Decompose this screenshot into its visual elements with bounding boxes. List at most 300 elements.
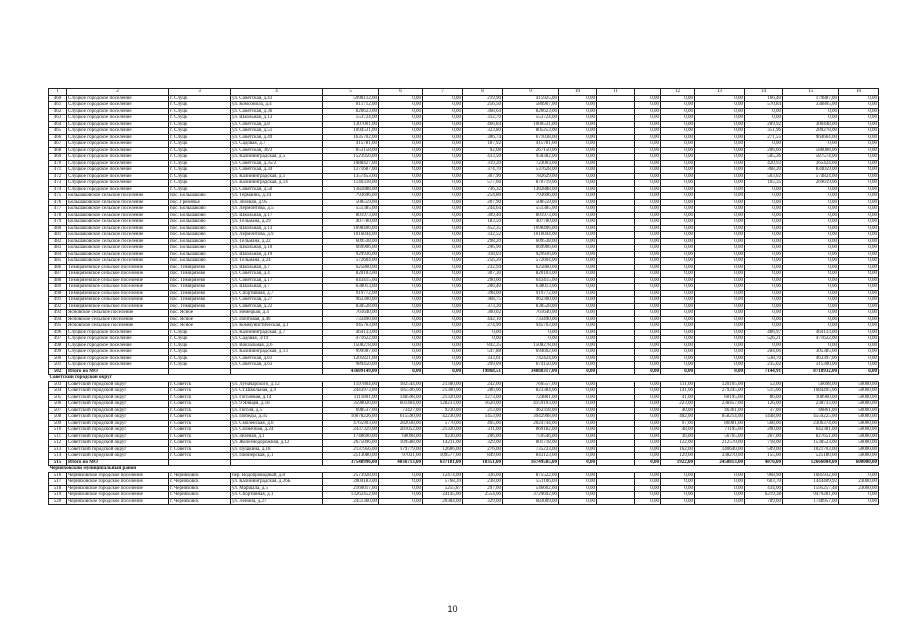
table-cell: 580907,00 <box>503 102 559 109</box>
table-cell: ул. Калининградская, д.7 <box>231 329 323 336</box>
table-cell: 0,00 <box>559 167 597 174</box>
table-cell: 0,00 <box>635 433 661 440</box>
table-cell: 0,00 <box>695 180 745 187</box>
table-cell: 0,00 <box>839 349 879 356</box>
table-cell: 0,00 <box>745 115 783 122</box>
table-cell: 0,00 <box>661 199 695 206</box>
table-cell: 0,00 <box>379 108 423 115</box>
table-cell: 0,00 <box>695 479 745 486</box>
table-cell: г. Слуцк <box>169 355 231 362</box>
table-cell: 398,00 <box>463 290 503 297</box>
table-cell: 0,00 <box>839 310 879 317</box>
table-cell: 0,00 <box>661 368 695 375</box>
table-cell: 0,00 <box>379 173 423 180</box>
table-cell: 0,00 <box>379 342 423 349</box>
table-cell: 0,00 <box>695 206 745 213</box>
table-cell: 276,00 <box>463 446 503 453</box>
table-cell: 0,00 <box>695 115 745 122</box>
table-cell: Большаковское сельское поселение <box>67 251 169 258</box>
table-cell: 4159193,00 <box>503 401 559 408</box>
table-cell: 336,00 <box>463 472 503 479</box>
column-number: 5 <box>323 89 379 96</box>
table-cell: 0,00 <box>839 336 879 343</box>
table-cell: 0,00 <box>559 264 597 271</box>
table-cell: 305385,00 <box>783 349 839 356</box>
table-cell: 185596,00 <box>379 388 423 395</box>
table-cell: 0,00 <box>379 160 423 167</box>
table-cell: 0,00 <box>379 258 423 265</box>
table-cell: ул. Советская, д.49 <box>231 134 323 141</box>
table-cell: 50000,00 <box>839 388 879 395</box>
table-cell: 471622,00 <box>323 336 379 343</box>
row-number: 463 <box>49 115 67 122</box>
table-cell: 50000,00 <box>839 414 879 421</box>
table-cell: 0,00 <box>559 362 597 369</box>
table-cell: 0,00 <box>635 485 661 492</box>
table-cell: г. Советск <box>169 427 231 434</box>
table-cell: 0,00 <box>379 349 423 356</box>
table-cell: 0,00 <box>839 186 879 193</box>
table-cell: 0,00 <box>423 232 463 239</box>
table-cell: 820103,00 <box>503 271 559 278</box>
table-cell: 870719,00 <box>503 180 559 187</box>
table-cell: Слуцкое городское поселение <box>67 115 169 122</box>
table-cell: 0,00 <box>559 134 597 141</box>
table-cell: 0,00 <box>695 167 745 174</box>
table-cell: 2573928,00 <box>323 472 379 479</box>
table-cell: 0,00 <box>635 427 661 434</box>
table-cell: Итого по МО <box>67 459 169 466</box>
table-cell: 0,00 <box>559 128 597 135</box>
table-cell: 0,00 <box>559 186 597 193</box>
table-cell: 0,00 <box>423 290 463 297</box>
table-cell: 801973,00 <box>323 212 379 219</box>
table-cell: 811712,00 <box>323 102 379 109</box>
table-cell: 929936,00 <box>503 251 559 258</box>
table-cell: 2443973,00 <box>323 388 379 395</box>
table-cell: 0,00 <box>379 316 423 323</box>
table-cell: 2306374,00 <box>783 420 839 427</box>
table-cell: 338270,00 <box>695 453 745 460</box>
table-cell: 0,00 <box>423 147 463 154</box>
table-cell: 0,00 <box>695 134 745 141</box>
table-cell: Большаковское сельское поселение <box>67 199 169 206</box>
table-cell: 0,00 <box>839 160 879 167</box>
table-cell: 574824,00 <box>783 173 839 180</box>
table-cell: 0,00 <box>635 290 661 297</box>
row-number: 468 <box>49 147 67 154</box>
table-cell: г. Черняховск <box>169 479 231 486</box>
table-cell: Слуцкое городское поселение <box>67 102 169 109</box>
table-cell: 642381,00 <box>783 427 839 434</box>
table-cell: г. Слуцк <box>169 186 231 193</box>
table-cell: ул. Вокзальная, д.6 <box>231 342 323 349</box>
table-cell: 23000,00 <box>839 479 879 486</box>
table-cell: 374,70 <box>463 167 503 174</box>
table-cell: 538,70 <box>745 355 783 362</box>
table-cell: 0,00 <box>635 147 661 154</box>
table-cell: ул. Советская, д.35/2 <box>231 160 323 167</box>
table-cell: 0,00 <box>423 173 463 180</box>
row-number: 497 <box>49 336 67 343</box>
table-cell: 9230,00 <box>423 433 463 440</box>
table-cell: 0,00 <box>379 199 423 206</box>
table-cell: 0,00 <box>839 180 879 187</box>
table-cell: 964664,00 <box>783 134 839 141</box>
table-cell: 0,00 <box>463 336 503 343</box>
table-cell: ул. Калининградская, д.1 <box>231 173 323 180</box>
table-cell: 242,00 <box>463 381 503 388</box>
table-cell: 466,84 <box>463 121 503 128</box>
row-number: 475 <box>49 193 67 200</box>
table-cell: 0,00 <box>635 115 661 122</box>
table-cell: 625860,00 <box>503 264 559 271</box>
table-cell: 0,00 <box>695 102 745 109</box>
table-cell: Слуцкое городское поселение <box>67 160 169 167</box>
row-number: 505 <box>49 394 67 401</box>
table-cell: 683009,00 <box>503 498 559 505</box>
table-cell: 0,00 <box>695 160 745 167</box>
table-cell: 0,00 <box>695 212 745 219</box>
table-cell: 21300,00 <box>423 381 463 388</box>
table-cell: 1448,00 <box>745 414 783 421</box>
table-cell: 674150,00 <box>503 362 559 369</box>
table-cell: 12666004,00 <box>783 459 839 466</box>
table-cell: 0,00 <box>423 271 463 278</box>
table-cell: 296,90 <box>463 245 503 252</box>
table-cell: 553724,00 <box>323 115 379 122</box>
table-cell: 508559,00 <box>503 199 559 206</box>
table-cell: 0,00 <box>423 108 463 115</box>
row-number: 471 <box>49 167 67 174</box>
table-cell: 34888317,00 <box>503 368 559 375</box>
table-cell: 254,80 <box>463 193 503 200</box>
table-cell: 0,00 <box>695 121 745 128</box>
table-cell: Слуцкое городское поселение <box>67 95 169 102</box>
table-cell: 2513080,00 <box>323 453 379 460</box>
table-cell: 0,00 <box>379 232 423 239</box>
table-cell: 0,00 <box>661 245 695 252</box>
table-cell: 0,00 <box>379 121 423 128</box>
table-cell: 0,00 <box>661 485 695 492</box>
table-cell: 0,00 <box>423 167 463 174</box>
row-number: 462 <box>49 108 67 115</box>
table-cell: 0,00 <box>379 492 423 499</box>
table-cell: 0,00 <box>783 323 839 330</box>
table-cell: 0,00 <box>783 206 839 213</box>
table-cell: 0,00 <box>635 154 661 161</box>
table-cell: ул. Победы, д.35 <box>231 414 323 421</box>
table-cell: 0,00 <box>379 128 423 135</box>
table-cell: 0,00 <box>839 277 879 284</box>
table-cell: ул. Коммунистическая, д.1 <box>231 323 323 330</box>
row-number: 510 <box>49 427 67 434</box>
table-cell: 2458813,00 <box>695 459 745 466</box>
table-cell: 0,00 <box>783 303 839 310</box>
table-cell: 0,00 <box>783 199 839 206</box>
table-cell: 290,00 <box>745 427 783 434</box>
table-cell: ул. Маршала, д.5 <box>231 485 323 492</box>
table-cell: 962300,00 <box>503 297 559 304</box>
table-cell: 37,00 <box>745 407 783 414</box>
table-cell: 1098406,00 <box>503 225 559 232</box>
table-cell: пос. Тимирязево <box>169 297 231 304</box>
table-cell: 0,00 <box>745 251 783 258</box>
row-number: 486 <box>49 264 67 271</box>
table-cell: 0,00 <box>661 128 695 135</box>
table-cell: 0,00 <box>783 108 839 115</box>
table-cell: 0,00 <box>423 264 463 271</box>
table-cell: 0,00 <box>423 323 463 330</box>
table-cell: 0,00 <box>379 225 423 232</box>
table-cell: 50000,00 <box>839 401 879 408</box>
table-cell: ул. Советская, д.43 <box>231 95 323 102</box>
table-cell: 0,00 <box>559 323 597 330</box>
row-number: 492 <box>49 303 67 310</box>
table-cell: Большаковское сельское поселение <box>67 232 169 239</box>
table-cell: 3729692,00 <box>503 492 559 499</box>
table-cell: Большаковское сельское поселение <box>67 219 169 226</box>
column-number: 14 <box>745 89 783 96</box>
table-cell: 289278,00 <box>783 128 839 135</box>
table-cell: 0,00 <box>379 498 423 505</box>
table-cell: 0,00 <box>661 284 695 291</box>
table-cell: 0,00 <box>839 316 879 323</box>
table-cell: 1197804,00 <box>323 381 379 388</box>
table-cell: г. Слуцк <box>169 173 231 180</box>
table-cell: 0,00 <box>661 342 695 349</box>
table-cell: пос. Гремячье <box>169 199 231 206</box>
table-cell: Слуцкое городское поселение <box>67 349 169 356</box>
table-cell: 0,00 <box>783 284 839 291</box>
table-cell: 166,40 <box>745 95 783 102</box>
table-cell: ул. Садовая, д.7 <box>231 141 323 148</box>
table-cell: 0,00 <box>661 238 695 245</box>
table-cell: 0,00 <box>783 310 839 317</box>
table-cell: 761640,00 <box>323 310 379 317</box>
table-cell: 0,00 <box>783 115 839 122</box>
table-cell: 50000,00 <box>839 453 879 460</box>
table-cell: 319,20 <box>463 160 503 167</box>
table-cell: 570,84 <box>745 102 783 109</box>
table-cell: 0,00 <box>695 108 745 115</box>
table-cell: 0,00 <box>661 355 695 362</box>
table-cell: 415781,00 <box>503 141 559 148</box>
column-number: 6 <box>379 89 423 96</box>
table-cell: 0,00 <box>559 349 597 356</box>
table-cell: ул. Советская, д.27 <box>231 297 323 304</box>
table-cell: 694602,00 <box>503 349 559 356</box>
table-cell: 0,00 <box>783 342 839 349</box>
table-cell: 945763,00 <box>323 323 379 330</box>
table-cell: 572604,00 <box>323 258 379 265</box>
table-cell: 0,00 <box>423 154 463 161</box>
table-cell: 1094531,00 <box>323 128 379 135</box>
table-cell: 0,00 <box>635 394 661 401</box>
table-cell: 0,00 <box>783 258 839 265</box>
table-cell: 238,00 <box>463 479 503 486</box>
table-cell: 0,00 <box>839 232 879 239</box>
table-cell: 12474,00 <box>423 472 463 479</box>
table-cell: 0,00 <box>783 225 839 232</box>
table-cell: 0,00 <box>559 102 597 109</box>
table-cell: 0,00 <box>559 108 597 115</box>
column-number: 13 <box>695 89 745 96</box>
section-title: Черняховский муниципальный район <box>49 466 879 473</box>
table-cell: 0,00 <box>559 141 597 148</box>
table-cell: ул. Калининградская, д.26Б <box>231 479 323 486</box>
table-cell: пос. Тимирязево <box>169 303 231 310</box>
table-cell: 0,00 <box>635 245 661 252</box>
table-cell: 0,00 <box>423 258 463 265</box>
table-cell: 0,00 <box>839 128 879 135</box>
table-cell: 0,00 <box>839 492 879 499</box>
table-cell: 56698,00 <box>783 381 839 388</box>
table-cell: 0,00 <box>635 388 661 395</box>
table-cell: 603,70 <box>745 479 783 486</box>
table-cell: 505,36 <box>745 154 783 161</box>
table-cell: 0,00 <box>423 251 463 258</box>
table-cell: 37548996,00 <box>323 459 379 466</box>
table-cell: 0,00 <box>559 271 597 278</box>
table-cell: 0,00 <box>379 362 423 369</box>
row-number: 507 <box>49 407 67 414</box>
table-cell: Советский городской округ <box>67 381 169 388</box>
table-cell: ул. Пушкина, д.18 <box>231 446 323 453</box>
table-cell: 0,00 <box>695 498 745 505</box>
table-cell: ул. Гоголевая, д.14 <box>231 394 323 401</box>
table-cell: 526,21 <box>745 336 783 343</box>
row-number: 511 <box>49 433 67 440</box>
table-cell: 0,00 <box>559 115 597 122</box>
table-cell: 0,00 <box>745 297 783 304</box>
table-cell: 0,00 <box>423 316 463 323</box>
table-cell: 0,00 <box>839 355 879 362</box>
row-number: 502 <box>49 368 67 375</box>
table-cell: 0,00 <box>423 329 463 336</box>
table-cell: 0,00 <box>559 329 597 336</box>
table-cell: 1273,00 <box>463 394 503 401</box>
table-cell: 0,00 <box>695 258 745 265</box>
table-cell: 50000,00 <box>839 446 879 453</box>
table-cell: 0,00 <box>559 251 597 258</box>
table-cell: 0,00 <box>661 225 695 232</box>
table-cell: 267,00 <box>745 433 783 440</box>
table-cell: 0,00 <box>635 440 661 447</box>
table-cell: 0,00 <box>423 186 463 193</box>
table-cell: 0,00 <box>839 121 879 128</box>
table-cell: 958382,00 <box>503 154 559 161</box>
table-cell: 0,00 <box>559 277 597 284</box>
table-cell: 0,00 <box>635 121 661 128</box>
table-cell: 0,00 <box>745 284 783 291</box>
row-number: 520 <box>49 498 67 505</box>
table-cell: Слуцкое городское поселение <box>67 147 169 154</box>
table-cell: 0,00 <box>695 277 745 284</box>
column-number: 11 <box>597 89 635 96</box>
table-cell: 0,00 <box>695 349 745 356</box>
table-cell: пос. Большаково <box>169 245 231 252</box>
table-cell: 0,00 <box>695 355 745 362</box>
table-cell: ул. Немецкая, д.4 <box>231 310 323 317</box>
table-cell: 0,00 <box>661 134 695 141</box>
table-cell: 256,50 <box>463 102 503 109</box>
table-cell: 0,00 <box>745 245 783 252</box>
table-cell: 141,00 <box>661 388 695 395</box>
table-cell: г. Слуцк <box>169 128 231 135</box>
table-cell: 0,00 <box>839 199 879 206</box>
table-cell: 0,00 <box>661 271 695 278</box>
table-cell: 0,00 <box>423 225 463 232</box>
table-cell: ул. Ленина, д.27 <box>231 498 323 505</box>
table-cell: г. Советск <box>169 433 231 440</box>
table-cell: 0,00 <box>559 498 597 505</box>
row-number: 517 <box>49 479 67 486</box>
table-cell: 761640,00 <box>503 310 559 317</box>
table-cell: 0,00 <box>559 219 597 226</box>
table-cell: ул. Луначарского, д.12 <box>231 381 323 388</box>
table-cell: ул. Смоленская, д.6 <box>231 420 323 427</box>
table-cell: 0,00 <box>559 355 597 362</box>
table-cell: 0,00 <box>839 141 879 148</box>
table-cell: 368,20 <box>745 167 783 174</box>
table-cell: 0,00 <box>661 303 695 310</box>
table-cell: 486,97 <box>745 329 783 336</box>
table-cell: 0,00 <box>635 420 661 427</box>
row-number: 467 <box>49 141 67 148</box>
table-cell: ул. Тельмана, д.29 <box>231 219 323 226</box>
table-cell: 0,00 <box>635 206 661 213</box>
row-number: 519 <box>49 492 67 499</box>
table-cell: 508559,00 <box>323 199 379 206</box>
table-cell: г. Слуцк <box>169 102 231 109</box>
table-cell: 0,00 <box>559 446 597 453</box>
table-cell: 0,00 <box>423 284 463 291</box>
table-cell: ул. Школьная, д.13 <box>231 115 323 122</box>
table-cell: 0,00 <box>661 141 695 148</box>
table-cell: 0,00 <box>661 147 695 154</box>
table-cell: 0,00 <box>635 446 661 453</box>
table-cell: ул. Гоголя, д.5 <box>231 407 323 414</box>
table-cell: 129,00 <box>661 453 695 460</box>
table-cell: 0,00 <box>783 277 839 284</box>
table-cell: 0,00 <box>423 180 463 187</box>
table-cell: г. Слуцк <box>169 115 231 122</box>
table-cell: 0,00 <box>559 407 597 414</box>
column-number: 9 <box>503 89 559 96</box>
row-number: 515 <box>49 459 67 466</box>
table-cell: 2554,00 <box>463 492 503 499</box>
row-number: 489 <box>49 284 67 291</box>
table-cell: 919772,00 <box>323 290 379 297</box>
table-cell: 271,55 <box>745 134 783 141</box>
table-cell: Советский городской округ <box>67 401 169 408</box>
table-cell: 0,00 <box>559 199 597 206</box>
table-cell: Тимирязевское сельское поселение <box>67 303 169 310</box>
table-cell: г. Советск <box>169 440 231 447</box>
table-cell: 0,00 <box>661 290 695 297</box>
row-number: 480 <box>49 225 67 232</box>
table-cell: г. Слуцк <box>169 160 231 167</box>
table-cell: 1538523,00 <box>783 440 839 447</box>
table-cell: 309,40 <box>463 212 503 219</box>
table-cell: пос. Большаково <box>169 206 231 213</box>
table-cell: 0,00 <box>559 95 597 102</box>
table-cell: 284,06 <box>745 349 783 356</box>
table-cell: 462318,00 <box>503 407 559 414</box>
table-cell: Большаковское сельское поселение <box>67 245 169 252</box>
table-cell: 332,52 <box>463 232 503 239</box>
